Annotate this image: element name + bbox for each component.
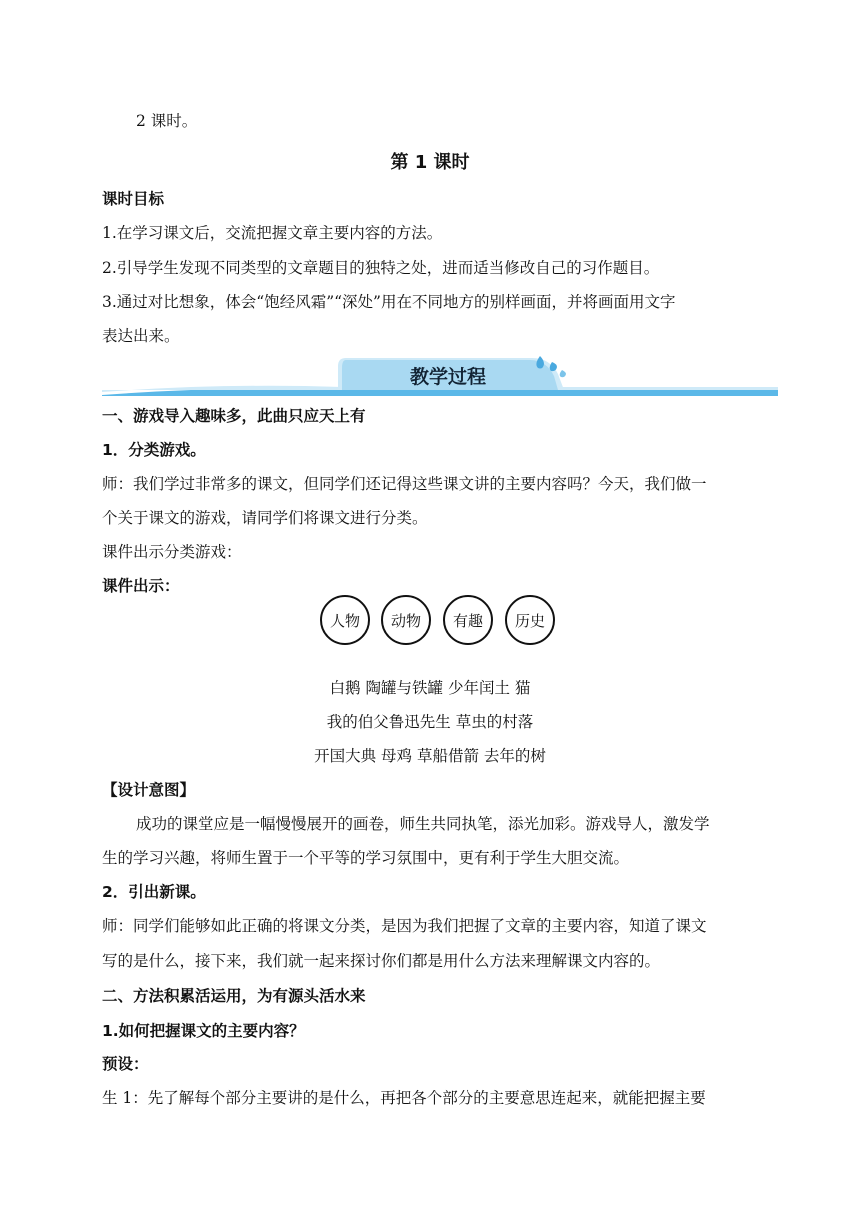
section1-p3-line2: 写的是什么，接下来，我们就一起来探讨你们都是用什么方法来理解课文内容的。 — [102, 952, 661, 970]
category-circle-animals — [381, 595, 431, 645]
objective-item-2: 2.引导学生发现不同类型的文章题目的独特之处，进而适当修改自己的习作题目。 — [102, 259, 660, 277]
section2-heading: 二、方法积累活运用，为有源头活水来 — [102, 987, 366, 1005]
preset-label: 预设： — [102, 1055, 149, 1073]
category-label: 有趣 — [452, 611, 483, 630]
titles-row-1: 白鹅 陶罐与铁罐 少年闰土 猫 — [329, 679, 531, 697]
section1-sub1: 1．分类游戏。 — [102, 441, 206, 459]
objective-item-1: 1.在学习课文后，交流把握文章主要内容的方法。 — [102, 224, 443, 242]
category-circle-fun — [443, 595, 493, 645]
section1-p2: 课件出示分类游戏： — [102, 543, 242, 561]
category-circle-people — [320, 595, 370, 645]
objective-item-3: 3.通过对比想象，体会“饱经风霜”“深处”用在不同地方的别样画面，并将画面用文字 — [102, 293, 676, 311]
intro-line: 2 课时。 — [136, 112, 198, 130]
category-label: 动物 — [390, 611, 421, 630]
section1-heading: 一、游戏导入趣味多，此曲只应天上有 — [102, 407, 366, 425]
titles-row-2: 我的伯父鲁迅先生 草虫的村落 — [326, 713, 534, 731]
objective-item-3-cont: 表达出来。 — [102, 327, 180, 345]
section1-p3-line1: 师：同学们能够如此正确的将课文分类，是因为我们把握了文章的主要内容，知道了课文 — [102, 917, 707, 935]
section1-p1-line2: 个关于课文的游戏，请同学们将课文进行分类。 — [102, 509, 428, 527]
design-intent-line2: 生的学习兴趣，将师生置于一个平等的学习氛围中，更有利于学生大胆交流。 — [102, 849, 630, 867]
section1-p1-line1: 师：我们学过非常多的课文，但同学们还记得这些课文讲的主要内容吗？今天，我们做一 — [102, 475, 707, 493]
display-label: 课件出示： — [102, 577, 180, 595]
category-label: 历史 — [514, 611, 545, 630]
category-circle-history — [505, 595, 555, 645]
student-answer-1: 生 1：先了解每个部分主要讲的是什么，再把各个部分的主要意思连起来，就能把握主要 — [102, 1089, 706, 1107]
banner-label: 教学过程 — [409, 366, 487, 388]
section2-sub1: 1.如何把握课文的主要内容？ — [102, 1022, 305, 1040]
design-intent-heading: 【设计意图】 — [102, 781, 196, 799]
section1-sub2: 2．引出新课。 — [102, 883, 206, 901]
design-intent-line1: 成功的课堂应是一幅慢慢展开的画卷，师生共同执笔，添光加彩。游戏导人，激发学 — [136, 815, 710, 833]
lesson-title: 第 1 课时 — [390, 152, 470, 173]
titles-row-3: 开国大典 母鸡 草船借箭 去年的树 — [314, 747, 546, 765]
section-banner — [102, 350, 778, 400]
objectives-heading: 课时目标 — [102, 190, 165, 208]
category-label: 人物 — [329, 611, 360, 630]
